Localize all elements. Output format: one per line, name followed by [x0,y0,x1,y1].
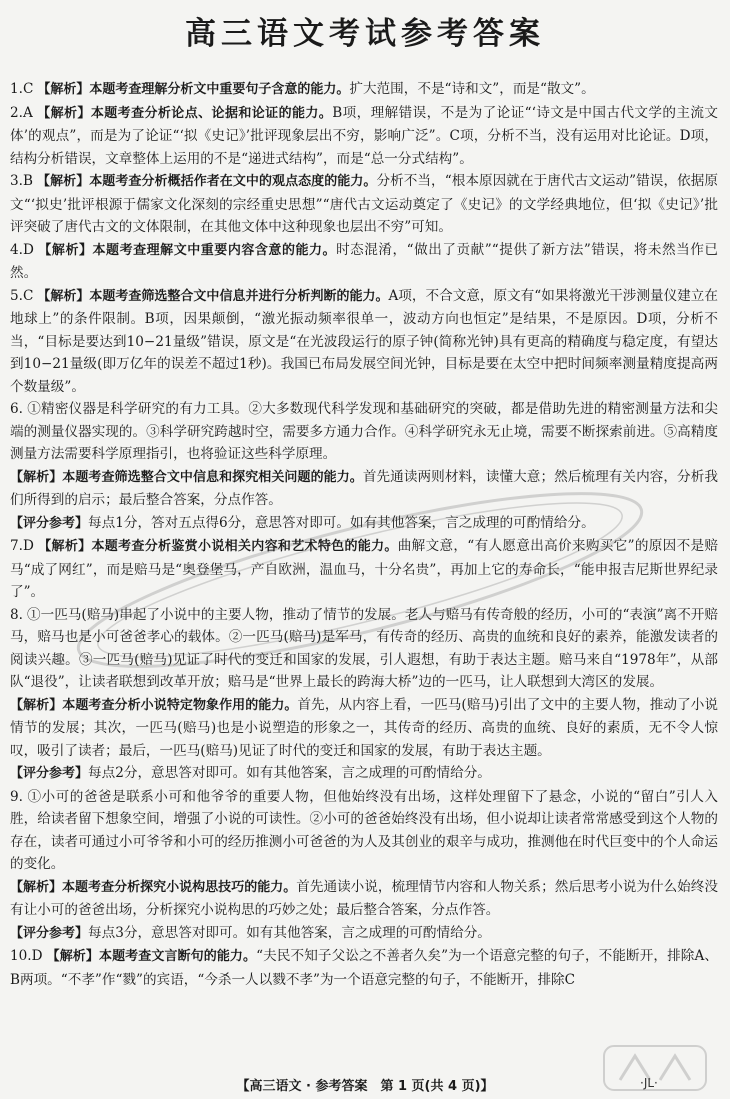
skill-statement: 本题考查理解文中重要内容含意的能力。 [92,242,337,258]
skill-statement: 本题考查筛选整合文中信息和探究相关问题的能力。 [62,469,363,485]
analysis-tag: 【解析】 [37,539,92,554]
analysis-tag: 【解析】 [37,82,90,97]
analysis-8 [10,694,718,763]
answer-text: B项，理解错误，不是为了论证“‘诗文是中国古代文学的主流文体’的观点”，而是为了论证“‘拟《史记》’批评现象层出不穷，影响广泛”。C项，分析不当，没有运用对比论证。D项，结构分析错误，文章整体上运用的不是“递进式结构”，而是“总一分式结构”。 [10,104,718,167]
analysis-tag: 【解析】 [36,174,90,189]
answer-text: 时态混淆，“做出了贡献”“提供了新方法”错误，将未然当作已然。 [10,241,718,281]
analysis-tag: 【解析】 [36,105,91,121]
scoring-tag: 【评分参考】 [10,515,89,531]
answer-8 [10,604,718,694]
answer-7 [10,535,718,604]
answer-number: 7.D [10,538,34,554]
answer-body [10,78,718,991]
page-title: 高三语文考试参考答案 [185,16,545,52]
answer-text: ①一匹马(赔马)串起了小说中的主要人物，推动了情节的发展。老人与赔马有传奇般的经历，小可的“表演”离不开赔马，赔马也是小可爸爸孝心的载体。②一匹马(赔马)是军马，有传奇的经历、高贵的血统和良好的素养，能激发读者的阅读兴趣。③一匹马(赔马)见证了时代的变迁和国家的发展，引人遐想，有助于表达主题。赔马来自“1978年”，从部队“退役”，让读者联想到改革开放；赔马是“世界上最长的跨海大桥”边的一匹马，让人联想到大湾区的发展。 [10,606,718,690]
answer-2 [10,102,718,171]
analysis-6 [10,466,718,512]
answer-number: 9. [10,788,23,805]
analysis-text: 首先通读两则材料，读懂大意；然后梳理有关内容，分析我们所得到的启示；最后整合答案，分点作答。 [10,468,718,508]
scoring-text: 每点1分，答对五点得6分，意思答对即可。如有其他答案，言之成理的可酌情给分。 [88,514,595,531]
skill-statement: 本题考查分析探究小说构思技巧的能力。 [62,879,297,895]
analysis-tag: 【解析】 [37,288,90,304]
answer-3 [10,170,718,239]
scoring-tag: 【评分参考】 [10,766,89,781]
answer-number: 6. [10,401,23,417]
scoring-6 [10,512,718,536]
answer-4 [10,239,718,285]
footer-code: ·JL· [640,1076,658,1090]
answer-number: 2.A [10,104,33,121]
skill-statement: 本题考查分析小说特定物象作用的能力。 [62,697,298,713]
skill-statement: 本题考查理解分析文中重要句子含意的能力。 [89,82,350,97]
analysis-text: 首先通读小说，梳理情节内容和人物关系；然后思考小说为什么始终没有让小可的爸爸出场，分析探究小说构思的巧妙之处；最后整合答案，分点作答。 [10,878,718,918]
answer-number: 5.C [10,287,34,304]
answer-text: 曲解文意，“有人愿意出高价来购买它”的原因不是赔马“成了网红”，而是赔马是“奥登堡马，产自欧洲，温血马，十分名贵”，再加上它的寿命长，“能申报吉尼斯世界纪录了”。 [10,538,718,600]
answer-text: “夫民不知子父讼之不善者久矣”为一个语意完整的句子，不能断开，排除A、B两项。“不孝”作“戮”的宾语，“今杀一人以戮不孝”为一个语意完整的句子，不能断开，排除C [10,948,718,988]
answer-10 [10,945,718,991]
scoring-text: 每点3分，意思答对即可。如有其他答案，言之成理的可酌情给分。 [88,924,491,941]
scoring-text: 每点2分，意思答对即可。如有其他答案，言之成理的可酌情给分。 [88,765,491,781]
scoring-9 [10,922,718,946]
answer-text: 分析不当，“根本原因就在于唐代古文运动”错误，依据原文“‘拟史’批评根源于儒家文化深刻的宗经重史思想”“唐代古文运动奠定了《史记》的文学经典地位，但‘拟《史记》’批评突破了唐代古文的文体限制，在其他文体中这种现象也层出不穷”可知。 [10,173,718,235]
analysis-tag: 【解析】 [10,879,63,895]
answer-number: 3.B [10,173,33,189]
answer-9 [10,786,718,876]
analysis-tag: 【解析】 [37,242,93,258]
answer-6 [10,398,718,466]
analysis-tag: 【解析】 [10,697,63,713]
analysis-tag: 【解析】 [46,949,99,964]
skill-statement: 本题考查分析论点、论据和论证的能力。 [90,105,333,121]
answer-text: ①小可的爸爸是联系小可和他爷爷的重要人物，但他始终没有出场，这样处理留下了悬念，小说的“留白”引人入胜，给读者留下想象空间，增强了小说的可读性。②小可的爸爸始终没有出场，但小说却让读者常常感受到这个人物的存在，读者可通过小可爷爷和小可的经历推测小可爸爸的为人及其创业的艰辛与成功，推测他在时代巨变中的个人命运的变化。 [10,788,718,872]
scoring-tag: 【评分参考】 [10,925,89,941]
skill-statement: 本题考查分析概括作者在文中的观点态度的能力。 [89,174,377,189]
answer-text: 扩大范围，不是“诗和文”，而是“散文”。 [349,81,595,97]
answer-number: 1.C [10,81,34,97]
scoring-8 [10,762,718,786]
answer-1 [10,78,718,102]
answer-number: 8. [10,606,23,623]
answer-number: 4.D [10,241,34,258]
answer-text: ①精密仪器是科学研究的有力工具。②大多数现代科学发现和基础研究的突破，都是借助先进的精密测量方法和尖端的测量仪器实现的。③科学研究跨越时空，需要多方通力合作。④科学研究永无止境，需要不断探索前进。⑤高精度测量方法需要科学原理指引，也将验证这些科学原理。 [10,401,718,462]
analysis-9 [10,876,718,922]
analysis-text: 首先，从内容上看，一匹马(赔马)引出了文中的主要人物，推动了小说情节的发展；其次，一匹马(赔马)也是小说塑造的形象之一，其传奇的经历、高贵的血统、良好的素质，无不令人惊叹，吸引了读者；最后，一匹马(赔马)见证了时代的变迁和国家的发展，有助于表达主题。 [10,696,718,759]
answer-number: 10.D [10,948,43,964]
analysis-tag: 【解析】 [10,469,63,485]
skill-statement: 本题考查分析鉴赏小说相关内容和艺术特色的能力。 [91,539,398,554]
answer-5 [10,285,718,399]
skill-statement: 本题考查文言断句的能力。 [99,949,257,964]
skill-statement: 本题考查筛选整合文中信息并进行分析判断的能力。 [89,288,389,304]
page-footer: 【高三语文 · 参考答案 第 1 页(共 4 页)】 [236,1079,494,1094]
answer-text: A项，不合文意，原文有“如果将激光干涉测量仪建立在地球上”的条件限制。B项，因果颠倒，“激光振动频率很单一，波动方向也恒定”是结果，不是原因。D项，分析不当，“目标是要达到10−21量级”错误，原文是“在光波段运行的原子钟(简称光钟)具有更高的精确度与稳定度，有望达到10−21量级(即万亿年的误差不超过1秒)。我国已布局发展空间光钟，目标是要在太空中把时间频率测量精度提高两个数量级”。 [10,287,718,395]
